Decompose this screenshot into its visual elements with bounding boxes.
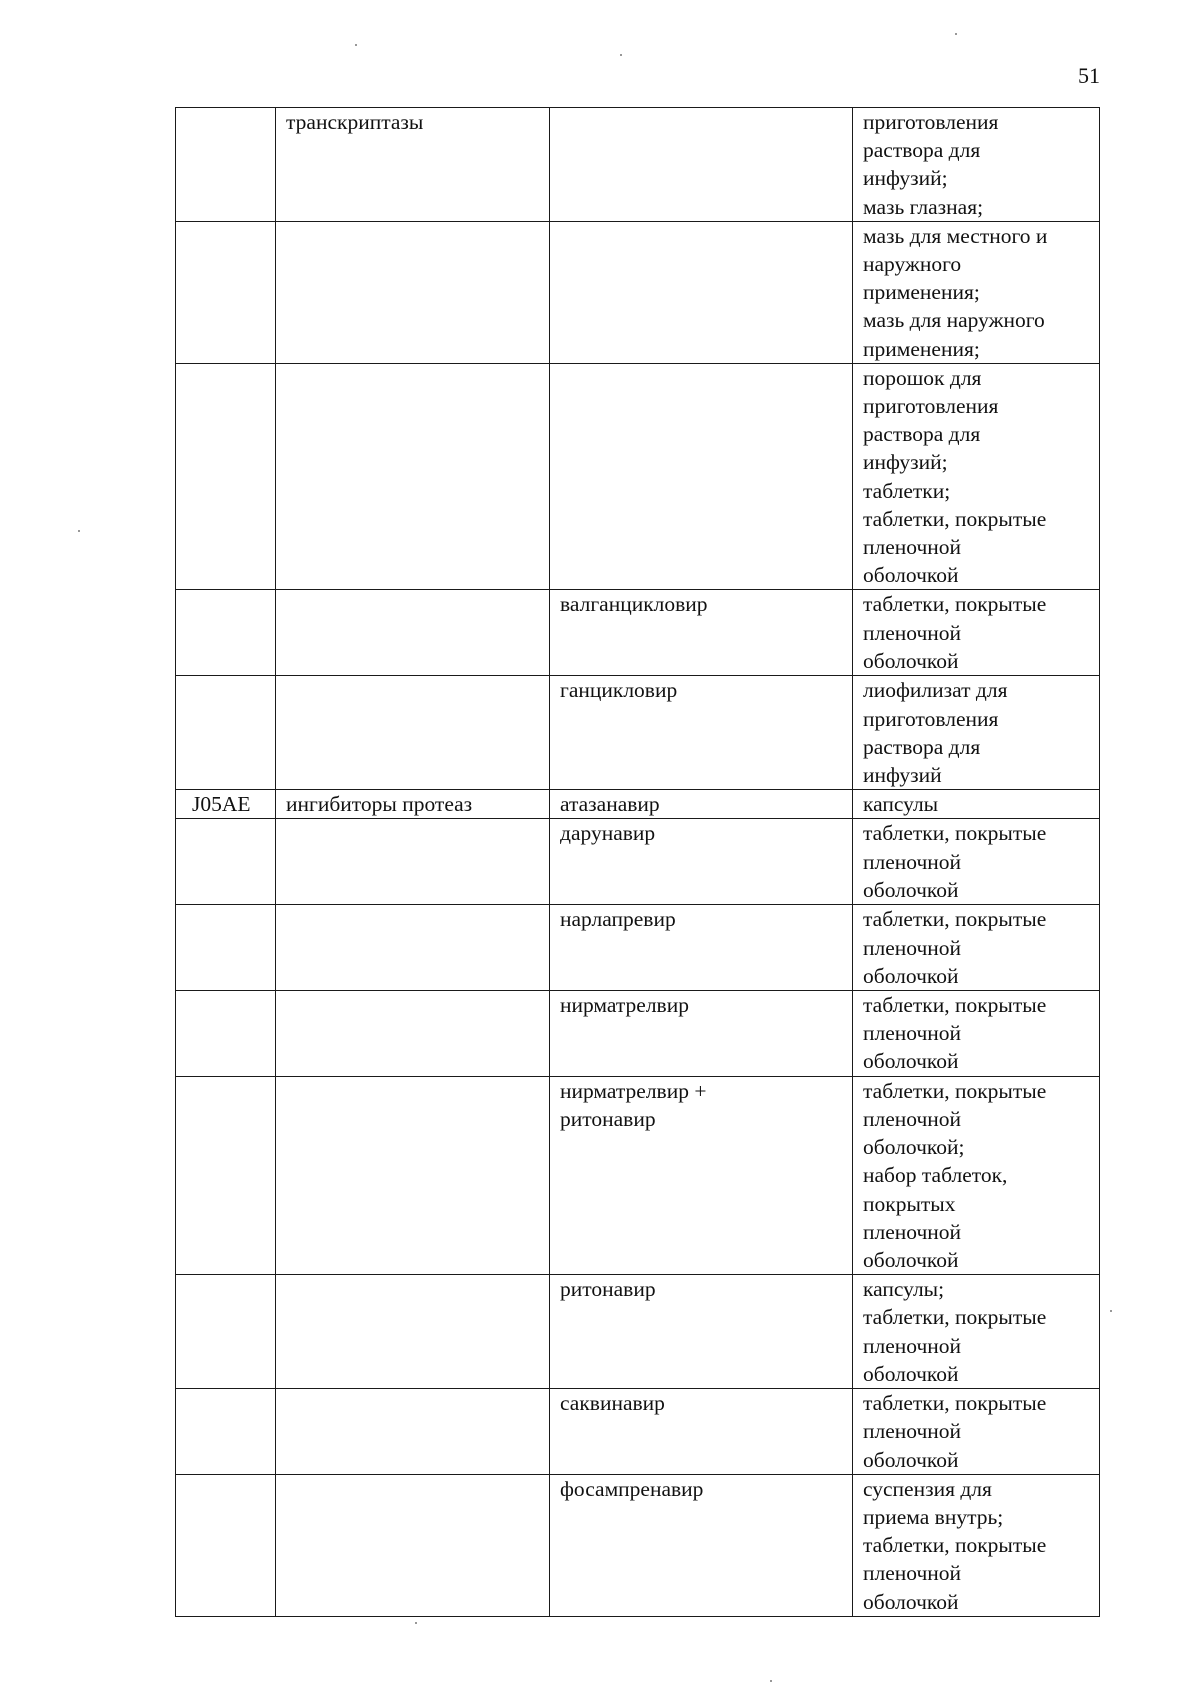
table-row [176,790,1100,819]
group-name-cell [276,1275,550,1389]
atc-code-cell [176,819,276,905]
group-name-cell [276,905,550,991]
page-number: 51 [1078,63,1100,88]
table-body [176,108,1100,1617]
drug-name-cell: атазанавир [550,790,853,819]
group-name-cell: ингибиторы протеаз [276,790,550,819]
dosage-form-cell: таблетки, покрытые пленочной оболочкой [853,905,1100,991]
group-name-cell [276,1076,550,1274]
group-name-cell [276,819,550,905]
group-name-cell [276,1474,550,1616]
dosage-form-cell: таблетки, покрытые пленочной оболочкой [853,1389,1100,1475]
table-row [176,363,1100,590]
dosage-form-cell: приготовления раствора для инфузий; мазь глазная; [853,108,1100,222]
table-row [176,590,1100,676]
group-name-cell [276,991,550,1077]
dosage-form-cell: суспензия для приема внутрь; таблетки, покрытые пленочной оболочкой [853,1474,1100,1616]
table-row [176,108,1100,222]
atc-code-cell [176,1474,276,1616]
drug-name-cell: дарунавир [550,819,853,905]
atc-code-cell [176,590,276,676]
atc-code-cell [176,108,276,222]
table-row [176,991,1100,1077]
group-name-cell [276,221,550,363]
drug-name-cell: нарлапревир [550,905,853,991]
table-row [176,1275,1100,1389]
drug-name-cell: фосампренавир [550,1474,853,1616]
dosage-form-cell: таблетки, покрытые пленочной оболочкой [853,819,1100,905]
group-name-cell [276,676,550,790]
group-name-cell: транскриптазы [276,108,550,222]
dosage-form-cell: капсулы [853,790,1100,819]
scan-speck [1110,1310,1112,1312]
drug-name-cell: валганцикловир [550,590,853,676]
drug-name-cell: нирматрелвир [550,991,853,1077]
atc-code-cell [176,1275,276,1389]
dosage-form-cell: лиофилизат для приготовления раствора для инфузий [853,676,1100,790]
atc-code-cell [176,363,276,590]
drug-name-cell: ганцикловир [550,676,853,790]
scan-speck [770,1680,772,1682]
scan-speck [78,530,80,532]
scan-speck [355,44,357,46]
table-row [176,1474,1100,1616]
atc-code-cell: J05AE [176,790,276,819]
atc-code-cell [176,905,276,991]
atc-code-cell [176,1389,276,1475]
drug-name-cell [550,363,853,590]
group-name-cell [276,590,550,676]
group-name-cell [276,1389,550,1475]
atc-code-cell [176,991,276,1077]
table-row [176,1076,1100,1274]
drug-name-cell: нирматрелвир + ритонавир [550,1076,853,1274]
dosage-form-cell: таблетки, покрытые пленочной оболочкой [853,991,1100,1077]
table-row [176,905,1100,991]
drug-table [175,107,1100,1617]
dosage-form-cell: таблетки, покрытые пленочной оболочкой [853,590,1100,676]
table-row [176,676,1100,790]
dosage-form-cell: таблетки, покрытые пленочной оболочкой; набор таблеток, покрытых пленочной оболочкой [853,1076,1100,1274]
scan-speck [955,33,957,35]
drug-name-cell: ритонавир [550,1275,853,1389]
dosage-form-cell: капсулы; таблетки, покрытые пленочной оболочкой [853,1275,1100,1389]
scan-speck [620,54,622,56]
table-row [176,1389,1100,1475]
atc-code-cell [176,1076,276,1274]
scan-speck [415,1622,417,1624]
dosage-form-cell: порошок для приготовления раствора для инфузий; таблетки; таблетки, покрытые пленочной оболочкой [853,363,1100,590]
dosage-form-cell: мазь для местного и наружного применения; мазь для наружного применения; [853,221,1100,363]
drug-name-cell [550,221,853,363]
atc-code-cell [176,676,276,790]
drug-name-cell: саквинавир [550,1389,853,1475]
atc-code-cell [176,221,276,363]
group-name-cell [276,363,550,590]
table-row [176,221,1100,363]
drug-name-cell [550,108,853,222]
table-row [176,819,1100,905]
